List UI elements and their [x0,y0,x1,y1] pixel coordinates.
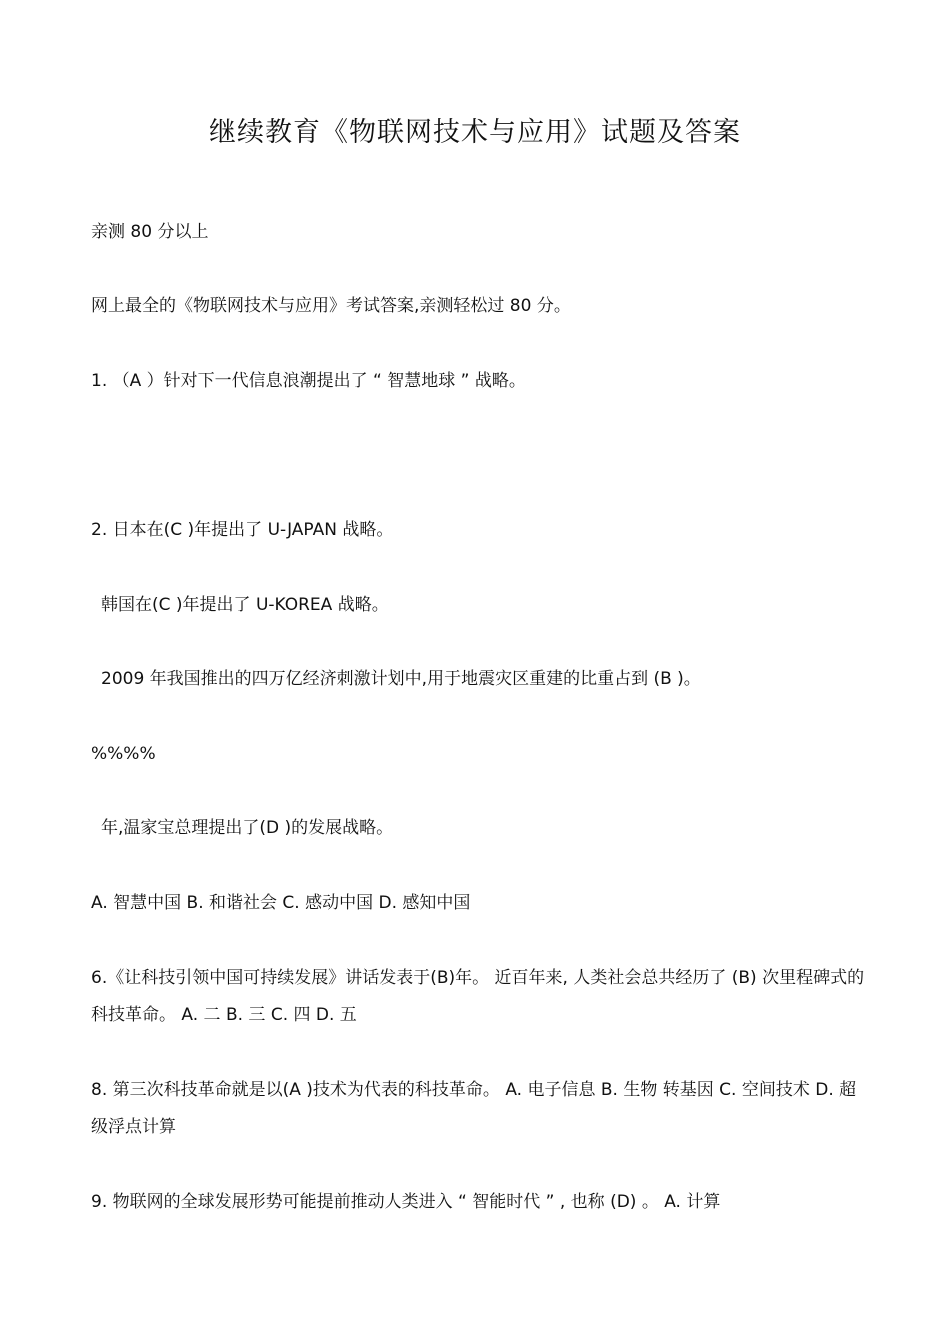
placeholder-text: %%%% [91,744,156,764]
paragraph-intro: 亲测 80 分以上 [91,222,209,242]
question-9: 9. 物联网的全球发展形势可能提前推动人类进入 “ 智能时代 ” , 也称 (D) 。 A. 计算 [91,1192,721,1212]
question-2: 2. 日本在(C )年提出了 U-JAPAN 战略。 [91,520,394,540]
question-8: 8. 第三次科技革命就是以(A )技术为代表的科技革命。 A. 电子信息 B. 生物 转基因 C. 空间技术 D. 超级浮点计算 [91,1080,857,1137]
question-3: 韩国在(C )年提出了 U-KOREA 战略。 [101,595,389,615]
question-5: 年,温家宝总理提出了(D )的发展战略。 [101,818,394,838]
question-5-options: A. 智慧中国 B. 和谐社会 C. 感动中国 D. 感知中国 [91,893,471,913]
question-1: 1. （A ）针对下一代信息浪潮提出了 “ 智慧地球 ” 战略。 [91,371,526,391]
document-title: 继续教育《物联网技术与应用》试题及答案 [209,117,741,148]
question-6: 6.《让科技引领中国可持续发展》讲话发表于(B)年。 近百年来, 人类社会总共经历了 (B) 次里程碑式的科技革命。 A. 二 B. 三 C. 四 D. 五 [91,968,865,1025]
paragraph-description: 网上最全的《物联网技术与应用》考试答案,亲测轻松过 80 分。 [91,296,571,316]
question-4: 2009 年我国推出的四万亿经济刺激计划中,用于地震灾区重建的比重占到 (B )。 [101,669,701,689]
